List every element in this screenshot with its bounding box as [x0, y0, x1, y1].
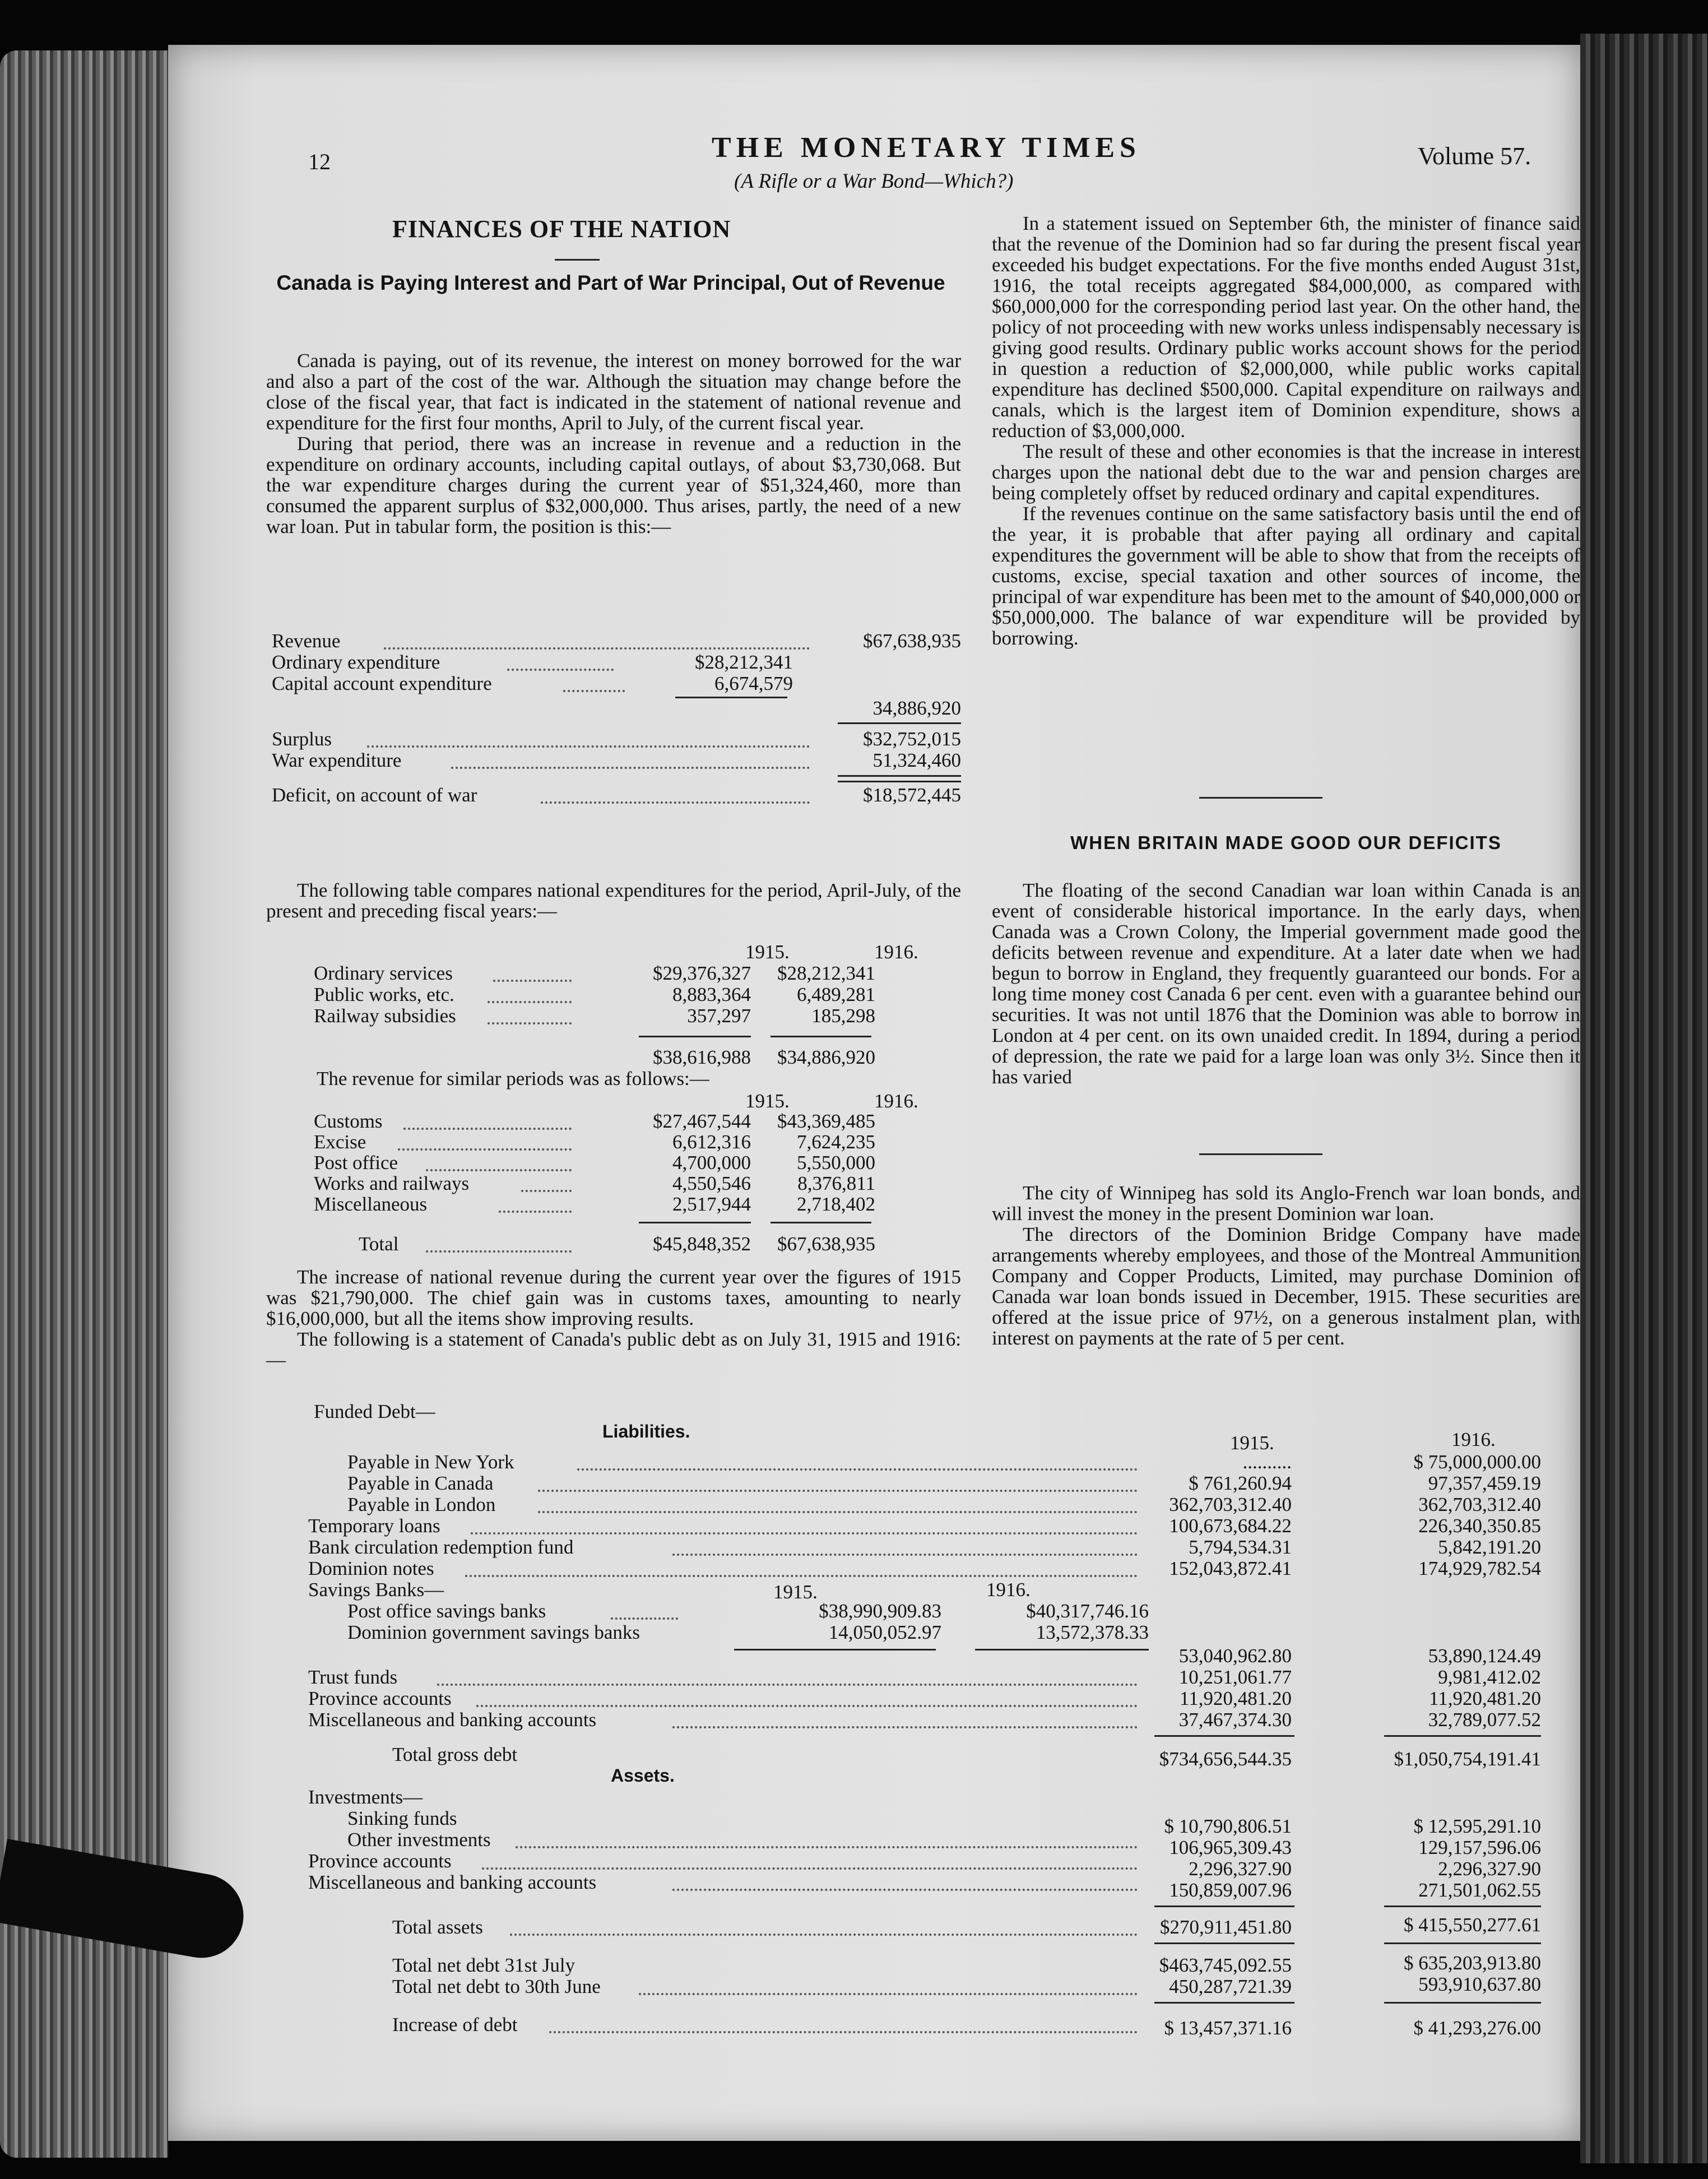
public-debt-table — [168, 1401, 1580, 2074]
column-header: 1915. — [745, 1090, 790, 1112]
paragraph-text: The directors of the Dominion Bridge Company have made arrangements whereby employees, and those of the Montreal Ammunition Company and Copper Products, Limited, may purchase Dominion of Canada war loan bonds issued in December, 1915. These securities are offered at the issue price of 97½, on a generous instalment plan, with interest on payments at the rate of 5 per cent. — [992, 1223, 1580, 1349]
debt-row-label: Trust funds — [308, 1666, 398, 1688]
funded-debt-label: Funded Debt— — [314, 1401, 435, 1422]
total-assets-label: Total assets — [392, 1916, 483, 1938]
savings-row-label: Dominion government savings banks — [347, 1621, 640, 1643]
leader-dots — [611, 1617, 678, 1620]
total-1915: $38,616,988 — [653, 1046, 751, 1068]
value-1915: $27,467,544 — [653, 1110, 751, 1132]
value-1915: 5,794,534.31 — [1189, 1536, 1292, 1558]
value-1915: 2,517,944 — [672, 1193, 751, 1215]
sum-rule — [1384, 2002, 1541, 2004]
article-subtitle: Canada is Paying Interest and Part of War Principal, Out of Revenue — [276, 271, 945, 294]
value-1915: 37,467,374.30 — [1178, 1709, 1292, 1731]
war-expenditure-value: 51,324,460 — [872, 749, 961, 771]
sum-rule — [1384, 1906, 1541, 1907]
value-1915: $ 761,260.94 — [1189, 1472, 1292, 1494]
leader-dots — [672, 1889, 1138, 1891]
value-1916: $28,212,341 — [777, 962, 875, 984]
position-table — [272, 630, 961, 849]
page-number: 12 — [308, 149, 331, 174]
right-column-text-3 — [992, 1183, 1580, 1348]
asset-row-label: Province accounts — [308, 1850, 452, 1872]
value-1916: $43,369,485 — [777, 1110, 875, 1132]
value-1916: 8,376,811 — [797, 1172, 875, 1194]
leader-dots — [563, 690, 625, 692]
debt-row-label: Province accounts — [308, 1687, 452, 1709]
paragraph-text: Canada is paying, out of its revenue, the interest on money borrowed for the war and also a part of the cost of the war. Although the situation may change before the close of the fiscal year, that fact is indicated in the statement of national revenue and expenditure for the first four months, April to July, of the current fiscal year. — [266, 350, 961, 434]
leader-dots — [426, 1169, 572, 1171]
gross-debt-1916: $1,050,754,191.41 — [1394, 1748, 1541, 1770]
sum-rule — [838, 781, 961, 782]
value-1916: 32,789,077.52 — [1428, 1709, 1541, 1731]
leader-dots — [521, 1190, 572, 1192]
leader-dots — [437, 1684, 1138, 1686]
value-1915: 362,703,312.40 — [1169, 1494, 1292, 1515]
column-header: 1916. — [874, 1090, 918, 1112]
value-1916: 5,842,191.20 — [1438, 1536, 1541, 1558]
war-expenditure-label: War expenditure — [272, 749, 402, 771]
liabilities-heading: Liabilities. — [602, 1421, 690, 1441]
value-1916: $40,317,746.16 — [1026, 1600, 1149, 1622]
leader-dots — [488, 1022, 572, 1024]
leader-dots — [451, 767, 810, 769]
debt-row-label: Bank circulation redemption fund — [308, 1536, 574, 1558]
leader-dots — [493, 980, 572, 982]
leader-dots — [398, 1148, 572, 1151]
article-paragraph-1 — [266, 350, 961, 537]
row-label: Public works, etc. — [314, 984, 454, 1005]
value-1915: 106,965,309.43 — [1169, 1837, 1292, 1858]
total-1916: $67,638,935 — [777, 1233, 875, 1255]
leader-dots — [538, 1490, 1138, 1492]
increase-1915: $ 13,457,371.16 — [1164, 2017, 1292, 2039]
value-1916: $ 75,000,000.00 — [1413, 1451, 1541, 1473]
value-1915: 4,700,000 — [672, 1152, 751, 1174]
value-1915: $38,990,909.83 — [819, 1600, 941, 1622]
value-1916: 97,357,459.19 — [1428, 1472, 1541, 1494]
net-debt-30-1916: 593,910,637.80 — [1418, 1973, 1541, 1995]
gross-debt-label: Total gross debt — [392, 1744, 518, 1765]
book-right-edge — [1580, 34, 1708, 2163]
revenue-table — [314, 1091, 1009, 1253]
right-column-text-2 — [992, 880, 1580, 1087]
sum-rule — [1154, 1735, 1294, 1737]
sum-rule — [675, 697, 787, 698]
leader-dots — [482, 1867, 1138, 1870]
sum-rule — [771, 1222, 871, 1223]
row-label: Miscellaneous — [314, 1193, 428, 1215]
value-1916: 5,550,000 — [797, 1152, 875, 1174]
value-1915: 357,297 — [687, 1005, 751, 1027]
gross-debt-1915: $734,656,544.35 — [1159, 1748, 1292, 1770]
paragraph-text: The following table compares national expenditures for the period, April-July, of the present and preceding fiscal years:— — [266, 879, 961, 922]
article-paragraph-3 — [266, 880, 961, 921]
value-1916: 9,981,412.02 — [1438, 1666, 1541, 1688]
row-label: Works and railways — [314, 1172, 470, 1194]
value-1915: 2,296,327.90 — [1189, 1858, 1292, 1880]
paper-page — [168, 45, 1580, 2141]
leader-dots — [499, 1211, 572, 1213]
deficit-label: Deficit, on account of war — [272, 784, 477, 806]
column-header: 1916. — [874, 941, 918, 963]
leader-dots — [577, 1468, 1138, 1471]
row-label: Ordinary services — [314, 962, 453, 984]
value-1915: 10,251,061.77 — [1178, 1666, 1292, 1688]
sum-rule — [838, 775, 961, 777]
sum-rule — [1384, 1735, 1541, 1737]
debt-row-label: Temporary loans — [308, 1515, 440, 1537]
leader-dots — [465, 1575, 1138, 1577]
ordinary-expenditure-label: Ordinary expenditure — [272, 651, 440, 673]
paragraph-text: The following is a statement of Canada's public debt as on July 31, 1915 and 1916:— — [266, 1328, 961, 1371]
leader-dots — [476, 1705, 1138, 1707]
volume-label: Volume 57. — [1418, 142, 1531, 170]
debt-row-label: Payable in New York — [347, 1451, 514, 1473]
investments-label: Investments— — [308, 1786, 423, 1808]
leader-dots — [471, 1532, 1138, 1534]
asset-row-label: Sinking funds — [347, 1807, 457, 1829]
leader-dots — [367, 745, 810, 748]
row-label: Post office — [314, 1152, 398, 1174]
assets-heading: Assets. — [611, 1765, 675, 1786]
leader-dots — [426, 1250, 572, 1253]
value-1915: 100,673,684.22 — [1169, 1515, 1292, 1537]
value-1915: 4,550,546 — [672, 1172, 751, 1194]
value-1916: $ 12,595,291.10 — [1413, 1815, 1541, 1837]
masthead: THE MONETARY TIMES — [712, 132, 1141, 164]
savings-total-1915: 53,040,962.80 — [1178, 1645, 1292, 1667]
sum-rule — [639, 1036, 751, 1037]
row-label: Railway subsidies — [314, 1005, 456, 1027]
leader-dots — [672, 1726, 1138, 1728]
total-assets-1915: $270,911,451.80 — [1160, 1916, 1292, 1938]
value-1915: .......... — [1242, 1451, 1292, 1473]
paragraph-text: The result of these and other economies is that the increase in interest charges upon the national debt due to the war and pension charges are being completely offset by reduced ordinary and capital expenditures. — [992, 441, 1580, 504]
section-rule — [1199, 797, 1322, 799]
savings-banks-label: Savings Banks— — [308, 1579, 444, 1601]
paragraph-text: The city of Winnipeg has sold its Anglo-French war loan bonds, and will invest the money in the present Dominion war loan. — [992, 1182, 1580, 1225]
sum-rule — [1154, 1942, 1294, 1944]
value-1916: 226,340,350.85 — [1418, 1515, 1541, 1537]
surplus-label: Surplus — [272, 728, 332, 750]
increase-of-debt-label: Increase of debt — [392, 2014, 518, 2036]
sum-rule — [1154, 2002, 1294, 2004]
row-label: Excise — [314, 1131, 366, 1153]
sum-rule — [771, 1036, 871, 1037]
row-label: Customs — [314, 1110, 383, 1132]
leader-dots — [541, 801, 810, 804]
net-debt-31-1915: $463,745,092.55 — [1159, 1954, 1292, 1976]
expenditure-table — [314, 941, 1009, 1090]
surplus-value: $32,752,015 — [863, 728, 961, 750]
revenue-label: Revenue — [272, 630, 341, 652]
value-1916: 2,718,402 — [797, 1193, 875, 1215]
total-1915: $45,848,352 — [653, 1233, 751, 1255]
paragraph-text: During that period, there was an increase in revenue and a reduction in the expenditure on ordinary accounts, including capital outlays, of about $3,730,068. But the war expenditure charges during the current year of $51,324,460, more than consumed the apparent surplus of $32,000,000. Thus arises, partly, the need of a new war loan. Put in tabular form, the position is this:— — [266, 433, 961, 537]
tagline: (A Rifle or a War Bond—Which?) — [734, 170, 1014, 193]
net-debt-30-1915: 450,287,721.39 — [1169, 1976, 1292, 1997]
value-1916: 129,157,596.06 — [1418, 1837, 1541, 1858]
column-header: 1915. — [745, 941, 790, 963]
sum-rule — [1154, 1906, 1294, 1907]
article-paragraph-4 — [266, 1267, 961, 1370]
value-1916: 362,703,312.40 — [1418, 1494, 1541, 1515]
increase-1916: $ 41,293,276.00 — [1413, 2017, 1541, 2039]
leader-dots — [403, 1128, 572, 1130]
value-1915: $29,376,327 — [653, 962, 751, 984]
leader-dots — [384, 647, 810, 650]
paragraph-text: If the revenues continue on the same satisfactory basis until the end of the year, it is probable that after paying all ordinary and capital expenditures the government will be able to show that from the receipts of customs, excise, special taxation and other sources of income, the principal of war expenditure has been met to the amount of $40,000,000 or $50,000,000. The balance of war expenditure will be provided by borrowing. — [992, 503, 1580, 649]
debt-row-label: Payable in Canada — [347, 1472, 494, 1494]
net-debt-31-1916: $ 635,203,913.80 — [1404, 1952, 1541, 1974]
value-1915: 11,920,481.20 — [1180, 1687, 1292, 1709]
ordinary-expenditure-value: $28,212,341 — [695, 651, 793, 673]
leader-dots — [507, 669, 614, 671]
value-1915: 14,050,052.97 — [828, 1621, 941, 1643]
value-1915: $ 10,790,806.51 — [1164, 1815, 1292, 1837]
sub-column-1915: 1915. — [773, 1581, 818, 1603]
leader-dots — [488, 1001, 572, 1003]
leader-dots — [516, 1846, 1138, 1848]
capital-expenditure-value: 6,674,579 — [714, 673, 793, 694]
value-1916: 7,624,235 — [797, 1131, 875, 1153]
total-1916: $34,886,920 — [777, 1046, 875, 1068]
asset-row-label: Miscellaneous and banking accounts — [308, 1871, 597, 1893]
sum-rule — [838, 722, 961, 724]
value-1916: 174,929,782.54 — [1418, 1557, 1541, 1579]
net-debt-30-label: Total net debt to 30th June — [392, 1976, 601, 1997]
leader-dots — [549, 2031, 1138, 2033]
total-label: Total — [359, 1233, 399, 1255]
right-column-text — [992, 213, 1580, 648]
paragraph-text: In a statement issued on September 6th, the minister of finance said that the revenue of the Dominion had so far during the present fiscal year exceeded his budget expectations. For the five months ended August 31st, 1916, the total receipts aggregated $84,000,000, as compared with $60,000,000 for the corresponding period last year. On the other hand, the policy of not proceeding with new works unless indispensably necessary is giving good results. Ordinary public works account shows for the period in question a reduction of $2,000,000, while public works capital expenditure has declined $500,000. Capital expenditure on railways and canals, which is the largest item of Dominion expenditure, shows a reduction of $3,000,000. — [992, 212, 1580, 442]
savings-row-label: Post office savings banks — [347, 1600, 546, 1622]
sum-rule — [639, 1222, 751, 1223]
expenditure-total: 34,886,920 — [872, 697, 961, 719]
net-debt-31-label: Total net debt 31st July — [392, 1954, 575, 1976]
value-1915: 152,043,872.41 — [1169, 1557, 1292, 1579]
value-1916: 2,296,327.90 — [1438, 1858, 1541, 1880]
leader-dots — [510, 1934, 1138, 1936]
value-1916: 271,501,062.55 — [1418, 1879, 1541, 1901]
asset-row-label: Other investments — [347, 1829, 491, 1851]
title-rule — [555, 259, 600, 261]
column-header-1915: 1915. — [1230, 1432, 1274, 1454]
paragraph-text: The floating of the second Canadian war loan within Canada is an event of considerable historical importance. In the early days, when Canada was a Crown Colony, the Imperial government made good the deficits between revenue and expenditure. At a later date when we had begun to borrow in England, they frequently guaranteed our bonds. For a long time money cost Canada 6 per cent. even with a guarantee behind our securities. It was not until 1876 that the Dominion was able to borrow in London at 4 per cent. on its own unaided credit. In 1894, during a period of depression, the rate we paid for a large loan was only 3½. Since then it has varied — [992, 879, 1580, 1088]
leader-dots — [639, 1993, 1138, 1995]
leader-dots — [672, 1554, 1138, 1556]
value-1916: 13,572,378.33 — [1036, 1621, 1149, 1643]
value-1915: 6,612,316 — [672, 1131, 751, 1153]
sum-rule — [734, 1649, 936, 1651]
column-header-1916: 1916. — [1451, 1429, 1496, 1450]
sum-rule — [975, 1649, 1149, 1651]
debt-row-label: Payable in London — [347, 1494, 496, 1515]
debt-row-label: Miscellaneous and banking accounts — [308, 1709, 597, 1731]
section-rule — [1199, 1153, 1322, 1155]
value-1915: 150,859,007.96 — [1169, 1879, 1292, 1901]
sum-rule — [1384, 1942, 1541, 1944]
paragraph-text: The increase of national revenue during the current year over the figures of 1915 was $21,790,000. The chief gain was in customs taxes, amounting to nearly $16,000,000, but all the items show improving results. — [266, 1266, 961, 1329]
revenue-intro: The revenue for similar periods was as follows:— — [317, 1068, 709, 1090]
debt-row-label: Dominion notes — [308, 1557, 434, 1579]
article-title: FINANCES OF THE NATION — [392, 215, 731, 243]
value-1916: 6,489,281 — [797, 984, 875, 1005]
leader-dots — [538, 1511, 1138, 1513]
value-1915: 8,883,364 — [672, 984, 751, 1005]
sub-column-1916: 1916. — [986, 1579, 1031, 1601]
capital-expenditure-label: Capital account expenditure — [272, 673, 492, 694]
value-1916: 185,298 — [811, 1005, 875, 1027]
total-assets-1916: $ 415,550,277.61 — [1404, 1914, 1541, 1936]
value-1916: 11,920,481.20 — [1429, 1687, 1541, 1709]
section-heading: WHEN BRITAIN MADE GOOD OUR DEFICITS — [1070, 832, 1502, 853]
savings-total-1916: 53,890,124.49 — [1428, 1645, 1541, 1667]
deficit-value: $18,572,445 — [863, 784, 961, 806]
revenue-value: $67,638,935 — [863, 630, 961, 652]
